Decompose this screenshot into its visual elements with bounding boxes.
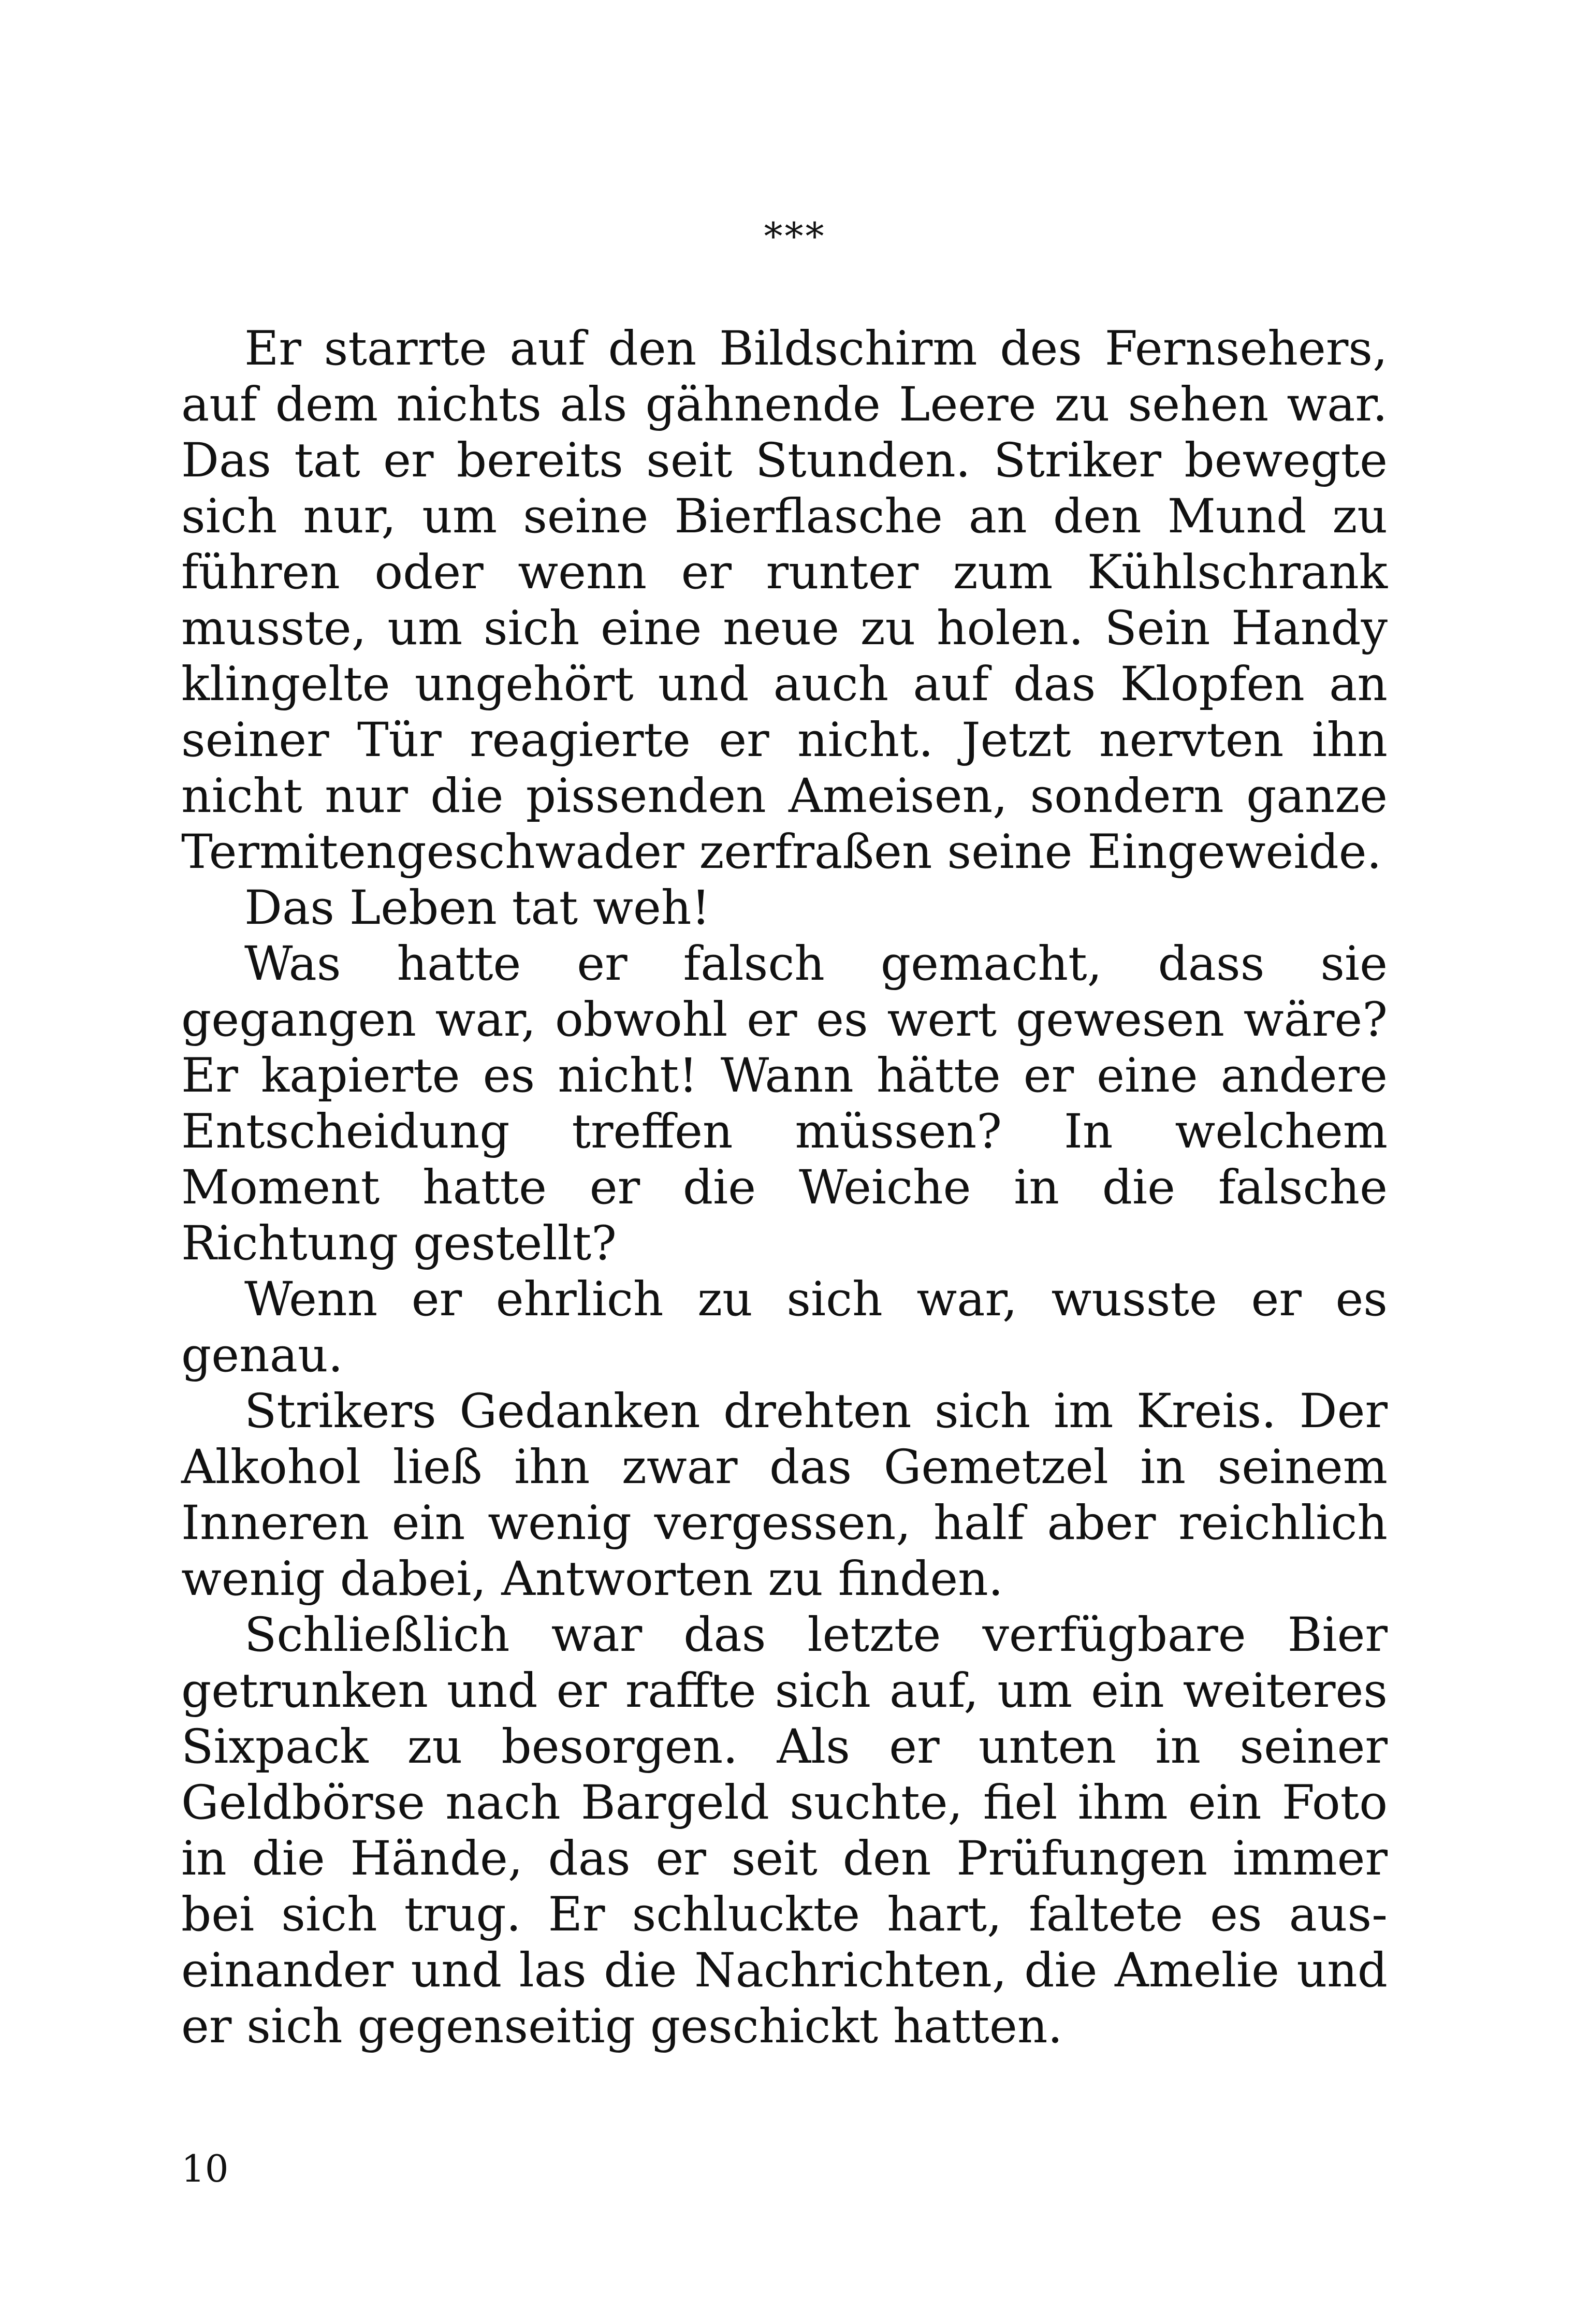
paragraph-1: Er starrte auf den Bildschirm des Fernsehers, auf dem nichts als gähnende Leere zu sehen war. Das tat er bereits seit Stunden. Striker bewegte sich nur, um seine Bierflasche an den Mund zu führen oder wenn er runter zum Kühlschrank musste, um sich eine neue zu holen. Sein Handy klingelte ungehört und auch auf das Klopfen an seiner Tür reagierte er nicht. Jetzt nervten ihn nicht nur die pissenden Ameisen, sondern ganze Termitengeschwader zerfraßen seine Eingeweide. <box>181 322 1388 879</box>
paragraph-5: Strikers Gedanken drehten sich im Kreis. Der Alkohol ließ ihn zwar das Gemetzel in seinem Inneren ein wenig vergessen, half aber reichlich wenig dabei, Antworten zu finden. <box>181 1384 1388 1606</box>
paragraph-4: Wenn er ehrlich zu sich war, wusste er es genau. <box>181 1272 1388 1383</box>
section-break-marker: *** <box>764 214 826 258</box>
paragraph-6: Schließlich war das letzte verfügbare Bier getrunken und er raffte sich auf, um ein weiteres Sixpack zu besorgen. Als er unten in seiner Geldbörse nach Bargeld suchte, fiel ihm ein Foto in die Hände, das er seit den Prüfungen immer bei sich trug. Er schluckte hart, faltete es auseinander und las die Nachrichten, die Amelie und er sich gegenseitig geschickt hatten. <box>181 1608 1388 2054</box>
body-text <box>181 321 1388 2055</box>
page-number: 10 <box>181 2147 229 2190</box>
paragraph-2: Das Leben tat weh! <box>244 881 711 935</box>
paragraph-3: Was hatte er falsch gemacht, dass sie gegangen war, obwohl er es wert gewesen wäre? Er kapierte es nicht! Wann hätte er eine andere Entscheidung treffen müssen? In welchem Moment hatte er die Weiche in die falsche Richtung gestellt? <box>181 937 1388 1271</box>
